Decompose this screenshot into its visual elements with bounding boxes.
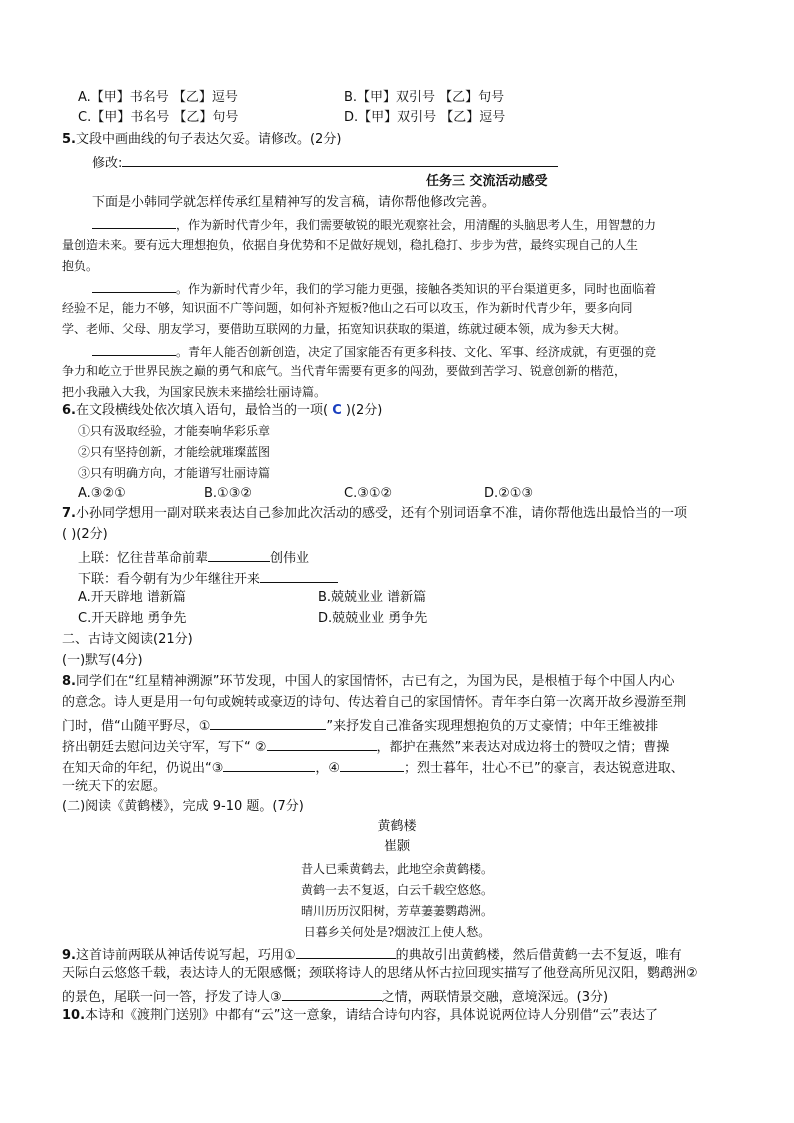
q8-text: ；烈士暮年，壮心不已”的豪言，表达锐意进取、 — [404, 761, 684, 776]
question-number: 10. — [62, 1008, 86, 1023]
q9-blank-1[interactable] — [296, 944, 396, 959]
speech-p2-line2: 经验不足，能力不够，知识面不广等问题，如何补齐短板?他山之石可以攻玉，作为新时代青少年，要多向同 — [62, 301, 633, 315]
poem-blank-4[interactable] — [340, 757, 404, 772]
question-7-cont: ( )(2分) — [62, 527, 108, 542]
question-5 — [62, 131, 341, 149]
speech-p1-line1 — [92, 214, 656, 234]
q7-option-d: D.兢兢业业 勇争先 — [318, 611, 428, 626]
revise-answer-blank[interactable] — [122, 152, 558, 167]
speech-text: 。青年人能否创新创造，决定了国家能否有更多科技、文化、军事、经济成就，有更强的竞 — [176, 345, 657, 359]
speech-p3-line3: 把小我融入大我，为国家民族未来描绘壮丽诗篇。 — [62, 385, 327, 399]
question-8 — [62, 673, 674, 691]
speech-p3-line1 — [92, 341, 656, 361]
q6-option-d: D.②①③ — [484, 486, 534, 501]
speech-p1-line2: 量创造未来。要有远大理想抱负，依据自身优势和不足做好规划，稳扎稳打、步步为营，最终实现自己的人生 — [62, 238, 639, 252]
question-6 — [62, 402, 382, 420]
q6-option-c: C.③①② — [344, 486, 393, 501]
speech-blank-3[interactable] — [92, 341, 176, 356]
speech-text: ，作为新时代青少年，我们需要敏锐的眼光观察社会，用清醒的头脑思考人生，用智慧的力 — [176, 218, 657, 232]
q9-blank-3[interactable] — [282, 986, 382, 1001]
couplet-lower-blank[interactable] — [260, 568, 338, 583]
speech-p2-line3: 学、老师、父母、朋友学习，要借助互联网的力量，拓宽知识获取的渠道，练就过硬本领，成为参天大树。 — [62, 322, 627, 336]
poem-blank-2[interactable] — [267, 736, 377, 751]
speech-p3-line2: 争力和屹立于世界民族之巅的勇气和底气。当代青年需要有更多的闯劲，要做到苦学习、锐意创新的楷范， — [62, 364, 627, 378]
q5-revise-line — [92, 152, 558, 173]
q7-option-b: B.兢兢业业 谱新篇 — [318, 590, 427, 605]
q9-line2: 天际白云悠悠千载，表达诗人的无限感慨；颈联将诗人的思绪从怀古拉回现实描写了他登高所见汉阳，鹦鹉洲② — [62, 966, 698, 981]
q9-text: 的景色，尾联一问一答，抒发了诗人③ — [62, 990, 282, 1005]
task3-intro: 下面是小韩同学就怎样传承红星精神写的发言稿，请你帮他修改完善。 — [92, 195, 496, 210]
q8-line2: 的意念。诗人更是用一句句或婉转或豪迈的诗句、传达着自己的家国情怀。青年李白第一次离开故乡漫游至荆 — [62, 695, 687, 710]
question-number: 7. — [62, 506, 76, 521]
task3-title: 任务三 交流活动感受 — [426, 174, 548, 189]
poem-title: 黄鹤楼 — [377, 819, 417, 834]
q7-option-c: C.开天辟地 勇争先 — [78, 611, 187, 626]
speech-blank-2[interactable] — [92, 278, 176, 293]
q9-text: 这首诗前两联从神话传说写起，巧用① — [75, 948, 296, 963]
couplet-lower — [78, 568, 338, 589]
couplet-upper-blank[interactable] — [208, 547, 270, 562]
couplet-lower-text: 下联：看今朝有为少年继往开来 — [78, 572, 261, 587]
question-number: 6. — [62, 403, 76, 418]
question-number: 5. — [62, 132, 76, 147]
poem-blank-1[interactable] — [210, 715, 326, 730]
question-text: 本诗和《渡荆门送别》中都有“云”这一意象，请结合诗句内容，具体说说两位诗人分别借“云”表达了 — [85, 1008, 658, 1023]
q6-option-b: B.①③② — [204, 486, 253, 501]
speech-p2-line1 — [92, 278, 656, 298]
q8-text: 挤出朝廷去慰问边关守军，写下“ ② — [62, 740, 267, 755]
question-text-end: )(2分) — [345, 403, 383, 418]
question-text: 文段中画曲线的句子表达欠妥。请修改。(2分) — [75, 132, 342, 147]
q4-option-d: D.【甲】双引号 【乙】逗号 — [344, 110, 506, 125]
q7-option-a: A.开天辟地 谱新篇 — [78, 590, 186, 605]
question-number: 9. — [62, 948, 76, 963]
q8-line3 — [62, 715, 658, 736]
question-number: 8. — [62, 674, 76, 689]
q6-sentence-3: ③只有明确方向，才能谱写壮丽诗篇 — [78, 466, 271, 480]
q6-sentence-2: ②只有坚持创新，才能绘就璀璨蓝图 — [78, 445, 271, 459]
poem-line-2: 黄鹤一去不复返，白云千载空悠悠。 — [300, 883, 493, 897]
q4-option-c: C.【甲】书名号 【乙】句号 — [78, 110, 239, 125]
poem-author: 崔颢 — [383, 839, 410, 854]
question-text: 在文段横线处依次填入语句，最恰当的一项( — [75, 403, 329, 418]
q6-option-a: A.③②① — [78, 486, 126, 501]
speech-blank-1[interactable] — [92, 214, 176, 229]
q9-text: 的典故引出黄鹤楼，然后借黄鹤一去不复返，唯有 — [395, 948, 682, 963]
q9-text: 之情，两联情景交融，意境深远。(3分) — [381, 990, 609, 1005]
question-9 — [62, 944, 682, 965]
poem-blank-3[interactable] — [223, 757, 315, 772]
question-10 — [62, 1007, 658, 1025]
q6-sentence-1: ①只有汲取经验，才能奏响华彩乐章 — [78, 424, 271, 438]
question-text: 同学们在“红星精神溯源”环节发现，中国人的家国情怀，古已有之，为国为民，是根植于每个中国人内心 — [75, 674, 675, 689]
couplet-upper — [78, 547, 309, 568]
q4-option-a: A.【甲】书名号 【乙】逗号 — [78, 90, 238, 105]
q8-text: ，④ — [315, 761, 341, 776]
poem-line-3: 晴川历历汉阳树，芳草萋萋鹦鹉洲。 — [300, 904, 493, 918]
q8-line6: 一统天下的宏愿。 — [62, 779, 167, 794]
speech-text: 。作为新时代青少年，我们的学习能力更强，接触各类知识的平台渠道更多，同时也面临着 — [176, 282, 657, 296]
question-7 — [62, 505, 687, 523]
couplet-upper-end: 创伟业 — [270, 551, 310, 566]
q8-text: ”来抒发自己准备实现理想抱负的万丈豪情；中年王维被排 — [326, 719, 659, 734]
q8-line5 — [62, 757, 684, 778]
section-2-sub1: (一)默写(4分) — [62, 653, 143, 668]
q8-line4 — [62, 736, 669, 757]
q9-line3 — [62, 986, 608, 1007]
question-text: 小孙同学想用一副对联来表达自己参加此次活动的感受，还有个别词语拿不准，请你帮他选出最恰当的一项 — [75, 506, 687, 521]
q8-text: 在知天命的年纪，仍说出“③ — [62, 761, 224, 776]
section-2-sub2: (二)阅读《黄鹤楼》，完成 9-10 题。(7分) — [62, 799, 304, 814]
poem-line-1: 昔人已乘黄鹤去，此地空余黄鹤楼。 — [300, 862, 493, 876]
poem-line-4: 日暮乡关何处是?烟波江上使人愁。 — [303, 925, 491, 939]
q8-text: ，都护在燕然”来表达对成边将士的赞叹之情；曹操 — [376, 740, 670, 755]
couplet-upper-text: 上联：忆往昔革命前辈 — [78, 551, 209, 566]
speech-p1-line3: 抱负。 — [62, 259, 99, 273]
section-2-title: 二、古诗文阅读(21分) — [62, 632, 193, 647]
filled-answer: C — [332, 403, 342, 418]
q4-option-b: B.【甲】双引号 【乙】句号 — [344, 90, 505, 105]
revise-label: 修改: — [92, 156, 123, 171]
q8-text: 门时，借“山随平野尽，① — [62, 719, 211, 734]
